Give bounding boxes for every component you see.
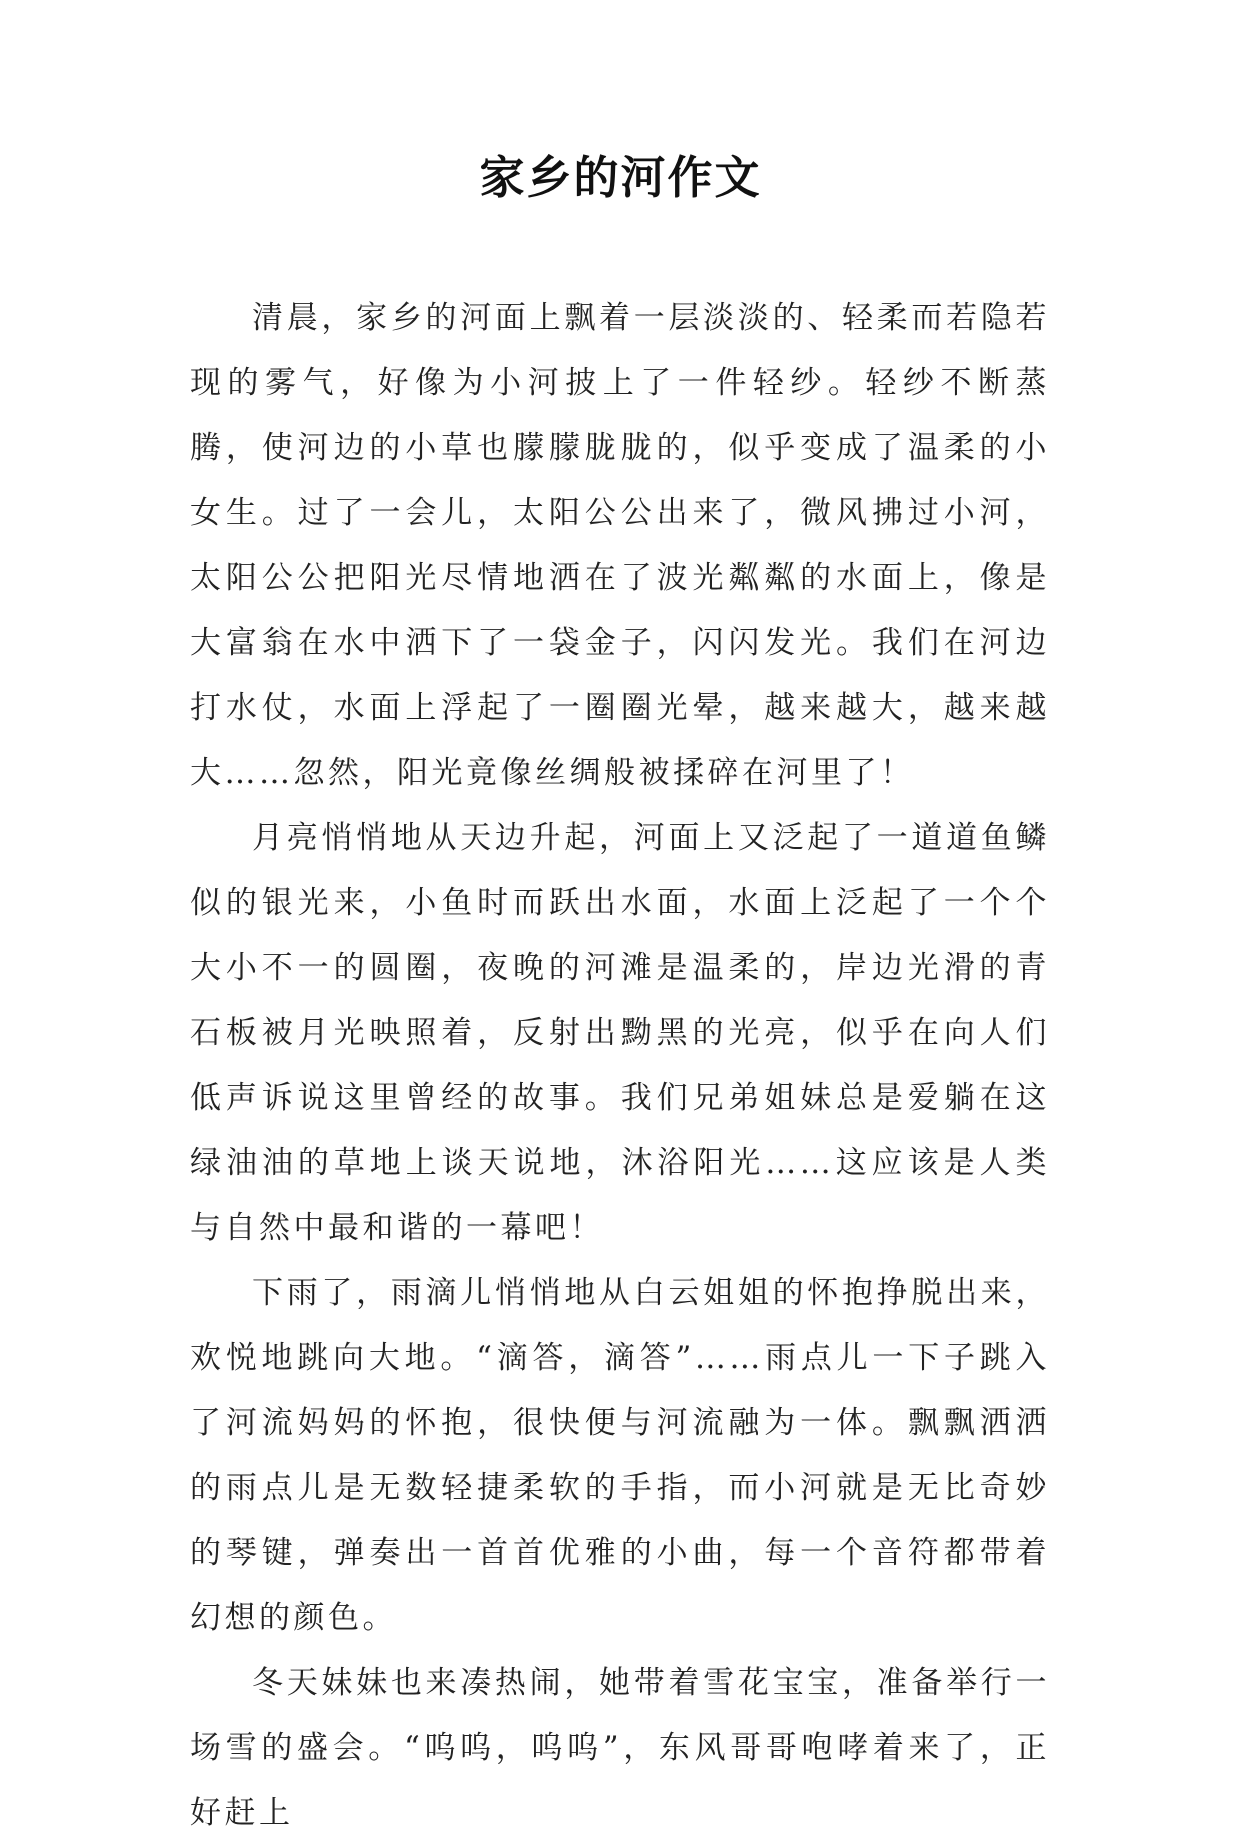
paragraph-rain: 下雨了，雨滴儿悄悄地从白云姐姐的怀抱挣脱出来，欢悦地跳向大地。“滴答，滴答”……雨点儿一下子跳入了河流妈妈的怀抱，很快便与河流融为一体。飘飘洒洒的雨点儿是无数轻捷柔软的手指，而小河就是无比奇妙的琴键，弹奏出一首首优雅的小曲，每一个音符都带着幻想的颜色。 — [190, 1275, 1050, 1636]
paragraph-winter: 冬天妹妹也来凑热闹，她带着雪花宝宝，准备举行一场雪的盛会。“呜呜，呜呜”，东风哥哥咆哮着来了，正好赶上 — [190, 1665, 1050, 1831]
document-body — [190, 286, 1050, 1846]
paragraph-moonlight: 月亮悄悄地从天边升起，河面上又泛起了一道道鱼鳞似的银光来，小鱼时而跃出水面，水面上泛起了一个个大小不一的圆圈，夜晚的河滩是温柔的，岸边光滑的青石板被月光映照着，反射出黝黑的光亮，似乎在向人们低声诉说这里曾经的故事。我们兄弟姐妹总是爱躺在这绿油油的草地上谈天说地，沐浴阳光……这应该是人类与自然中最和谐的一幕吧！ — [190, 820, 1050, 1246]
document-title: 家乡的河作文 — [479, 151, 762, 204]
paragraph-morning: 清晨，家乡的河面上飘着一层淡淡的、轻柔而若隐若现的雾气，好像为小河披上了一件轻纱。轻纱不断蒸腾，使河边的小草也朦朦胧胧的，似乎变成了温柔的小女生。过了一会儿，太阳公公出来了，微风拂过小河，太阳公公把阳光尽情地洒在了波光粼粼的水面上，像是大富翁在水中洒下了一袋金子，闪闪发光。我们在河边打水仗，水面上浮起了一圈圈光晕，越来越大，越来越大……忽然，阳光竟像丝绸般被揉碎在河里了！ — [190, 300, 1050, 791]
